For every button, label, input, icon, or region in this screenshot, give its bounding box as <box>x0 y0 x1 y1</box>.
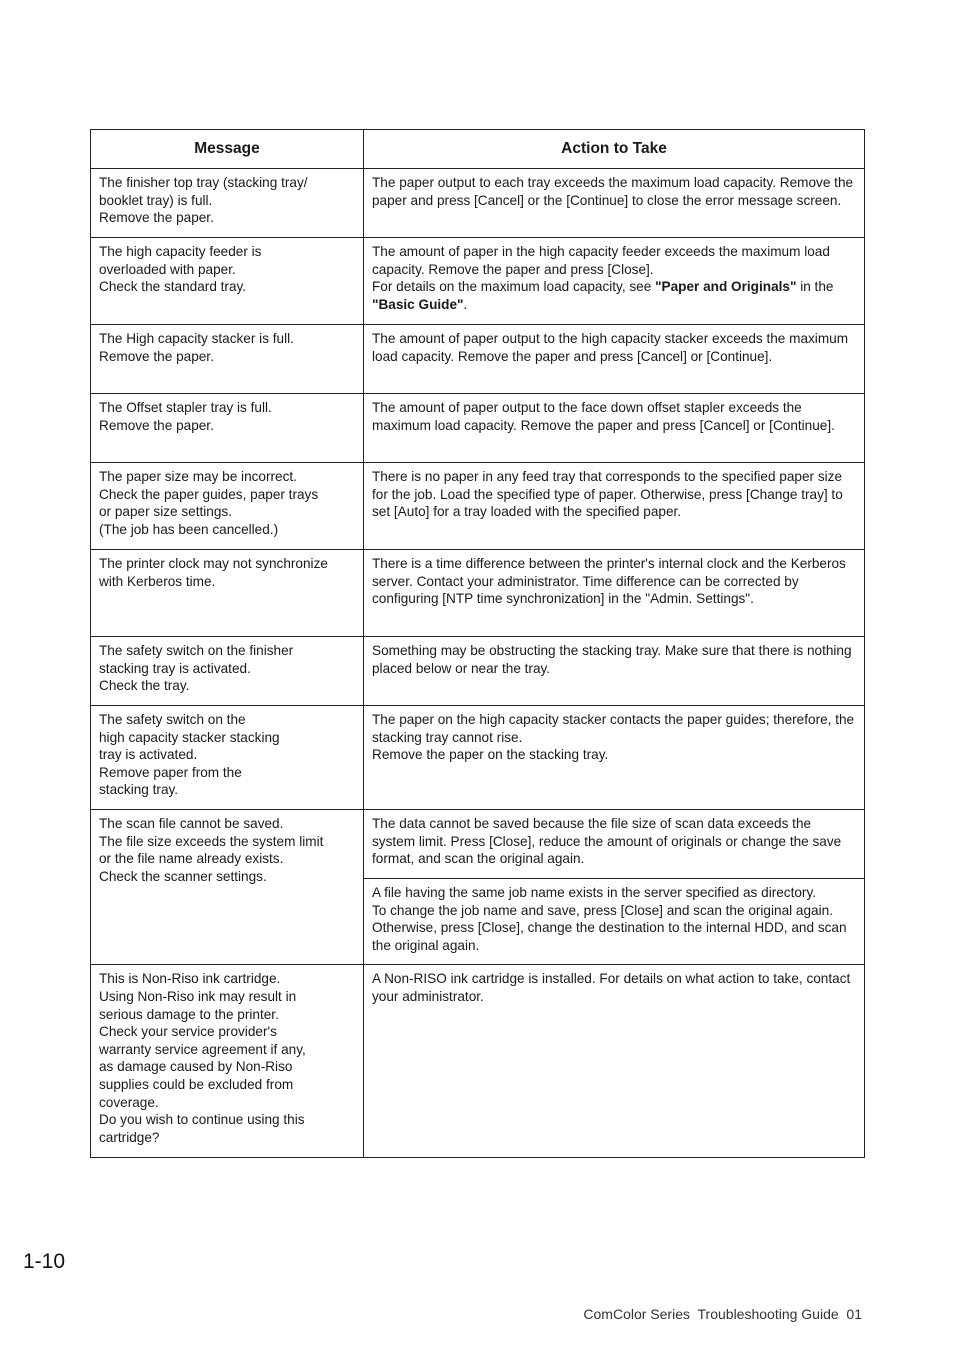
message-cell <box>91 637 364 706</box>
message-line: The safety switch on the <box>99 712 246 727</box>
action-text: There is no paper in any feed tray that corresponds to the specified paper size for the job. Load the specified type of paper. Otherwise, press [Change tray] to set [Auto] for a tray loaded with the specified paper. <box>372 469 843 520</box>
action-cell <box>364 810 865 879</box>
table-row <box>91 325 865 394</box>
table-row <box>91 463 865 550</box>
action-text: The amount of paper in the high capacity feeder exceeds the maximum load capacity. Remove the paper and press [Close]. <box>372 244 830 277</box>
message-cell <box>91 325 364 394</box>
message-table <box>90 129 865 1158</box>
action-text: The paper output to each tray exceeds the maximum load capacity. Remove the paper and press [Cancel] or the [Continue] to close the error message screen. <box>372 175 854 208</box>
message-line: Do you wish to continue using this <box>99 1112 305 1128</box>
footer-text: ComColor Series Troubleshooting Guide 01 <box>583 1306 862 1322</box>
action-cell <box>364 637 865 706</box>
message-line: supplies could be excluded from <box>99 1076 294 1092</box>
message-line: Check the scanner settings. <box>99 868 267 884</box>
message-line: as damage caused by Non-Riso <box>99 1059 293 1075</box>
action-cell <box>364 169 865 238</box>
table-row <box>91 637 865 706</box>
message-cell <box>91 550 364 637</box>
message-line: stacking tray is activated. <box>99 660 251 676</box>
message-line: (The job has been cancelled.) <box>99 521 279 537</box>
message-line: The paper size may be incorrect. <box>99 469 297 484</box>
message-column-header: Message <box>91 130 364 169</box>
action-cell <box>364 965 865 1158</box>
message-line: Remove the paper. <box>99 348 214 364</box>
action-text <box>372 278 857 313</box>
table-body <box>91 169 865 1158</box>
message-line: coverage. <box>99 1094 159 1110</box>
message-line: The finisher top tray (stacking tray/ <box>99 175 308 190</box>
message-line: The file size exceeds the system limit <box>99 833 324 849</box>
message-line: Remove the paper. <box>99 417 214 433</box>
table-row <box>91 550 865 637</box>
table-row <box>91 965 865 1158</box>
message-line: Check the standard tray. <box>99 279 247 295</box>
message-line: high capacity stacker stacking <box>99 729 280 745</box>
action-cell <box>364 394 865 463</box>
message-line: Check the paper guides, paper trays <box>99 486 319 502</box>
table-row <box>91 394 865 463</box>
message-cell <box>91 169 364 238</box>
message-line: tray is activated. <box>99 747 198 763</box>
action-text-segment: . <box>463 296 468 312</box>
action-cell <box>364 706 865 810</box>
message-line: or paper size settings. <box>99 504 232 520</box>
guide-reference: "Paper and Originals" <box>655 279 797 295</box>
message-line: or the file name already exists. <box>99 851 284 867</box>
table-header-row <box>91 130 865 169</box>
message-cell <box>91 238 364 325</box>
action-cell <box>364 463 865 550</box>
action-text: Something may be obstructing the stacking tray. Make sure that there is nothing placed below or near the tray. <box>372 643 852 676</box>
message-line: stacking tray. <box>99 782 179 798</box>
message-line: The safety switch on the finisher <box>99 643 294 658</box>
action-cell <box>364 238 865 325</box>
action-text: The amount of paper output to the face down offset stapler exceeds the maximum load capacity. Remove the paper and press [Cancel] or [Continue]. <box>372 400 835 433</box>
action-text-segment: in the <box>796 279 834 295</box>
message-line: warranty service agreement if any, <box>99 1041 306 1057</box>
message-cell <box>91 463 364 550</box>
message-line: The printer clock may not synchronize <box>99 556 328 571</box>
action-column-header: Action to Take <box>364 130 865 169</box>
message-line: overloaded with paper. <box>99 261 236 277</box>
message-line: The scan file cannot be saved. <box>99 816 284 831</box>
message-cell <box>91 965 364 1158</box>
message-cell <box>91 810 364 965</box>
message-line: Check the tray. <box>99 678 190 694</box>
message-line: Remove paper from the <box>99 764 242 780</box>
message-line: The High capacity stacker is full. <box>99 331 294 346</box>
message-line: Remove the paper. <box>99 210 214 226</box>
message-line: The Offset stapler tray is full. <box>99 400 272 415</box>
message-line: Check your service provider's <box>99 1024 277 1040</box>
message-line: cartridge? <box>99 1129 160 1145</box>
guide-reference: "Basic Guide" <box>372 296 464 312</box>
table-row <box>91 238 865 325</box>
table-row <box>91 169 865 238</box>
message-line: serious damage to the printer. <box>99 1006 279 1022</box>
action-cell <box>364 325 865 394</box>
action-text: The amount of paper output to the high capacity stacker exceeds the maximum load capacity. Remove the paper and press [Cancel] or [Continue]. <box>372 331 849 364</box>
message-line: booklet tray) is full. <box>99 192 213 208</box>
action-cell <box>364 879 865 965</box>
table-row <box>91 810 865 879</box>
action-text: A Non-RISO ink cartridge is installed. For details on what action to take, contact your administrator. <box>372 971 851 1004</box>
action-text: There is a time difference between the printer's internal clock and the Kerberos server. Contact your administrator. Time difference can be corrected by configuring [NTP time synchronization] in the "Admin. Settings". <box>372 556 846 607</box>
message-line: The high capacity feeder is <box>99 244 262 259</box>
action-text: A file having the same job name exists in the server specified as directory. <box>372 885 817 900</box>
action-text: The paper on the high capacity stacker contacts the paper guides; therefore, the stacking tray cannot rise. <box>372 712 855 745</box>
action-text: Remove the paper on the stacking tray. <box>372 747 609 763</box>
action-cell <box>364 550 865 637</box>
message-cell <box>91 706 364 810</box>
action-text: The data cannot be saved because the file size of scan data exceeds the system limit. Press [Close], reduce the amount of originals or change the save format, and scan the original again. <box>372 816 842 867</box>
message-line: This is Non-Riso ink cartridge. <box>99 971 281 987</box>
message-cell <box>91 394 364 463</box>
action-text-segment: For details on the maximum load capacity, see <box>372 279 656 295</box>
action-text: To change the job name and save, press [Close] and scan the original again. Otherwise, press [Close], change the destination to the internal HDD, and scan the original again. <box>372 902 847 953</box>
message-line: Using Non-Riso ink may result in <box>99 988 297 1004</box>
message-line: with Kerberos time. <box>99 573 216 589</box>
page-number: 1-10 <box>23 1250 66 1273</box>
table-row <box>91 706 865 810</box>
